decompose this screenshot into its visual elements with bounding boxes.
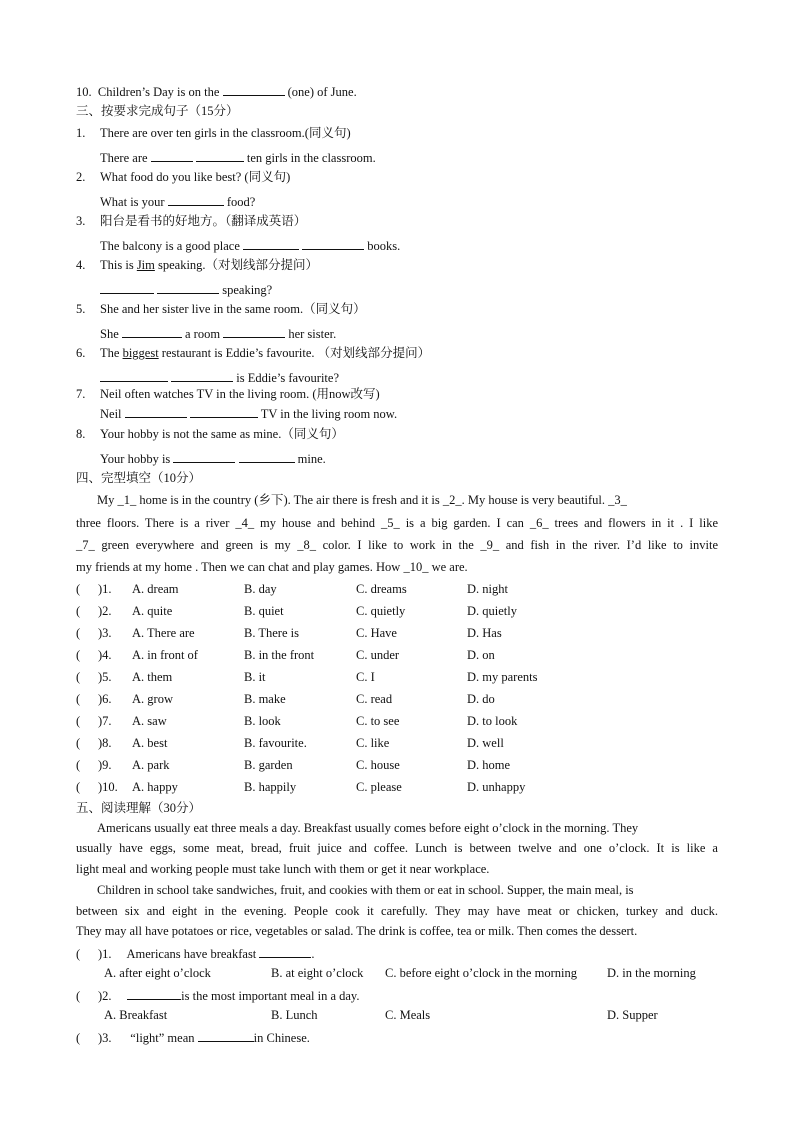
- option-d[interactable]: D. home: [467, 758, 511, 772]
- answer-paren[interactable]: (: [76, 604, 81, 618]
- answer-blank[interactable]: [302, 238, 364, 250]
- option-d[interactable]: D. well: [467, 736, 504, 750]
- question-text: .: [311, 947, 315, 961]
- cloze-question-number: )9.: [98, 758, 112, 772]
- question-number: )3.: [98, 1031, 112, 1045]
- s3-item-7-answer: [100, 406, 397, 421]
- answer-blank[interactable]: [100, 370, 168, 382]
- item-prompt: speaking.（对划线部分提问）: [158, 258, 319, 272]
- answer-blank[interactable]: [243, 238, 299, 250]
- answer-blank[interactable]: [171, 370, 233, 382]
- reading-question-2: [76, 988, 360, 1003]
- cloze-question-number: )8.: [98, 736, 112, 750]
- option-b[interactable]: B. happily: [244, 780, 297, 794]
- option-d[interactable]: D. to look: [467, 714, 518, 728]
- answer-text: is Eddie’s favourite?: [236, 371, 339, 385]
- answer-paren[interactable]: (: [76, 989, 81, 1003]
- option-a[interactable]: A. in front of: [132, 648, 198, 662]
- option-a[interactable]: A. park: [132, 758, 170, 772]
- option-b[interactable]: B. at eight o’clock: [271, 966, 364, 980]
- option-c[interactable]: C. Have: [356, 626, 397, 640]
- item-number: 4.: [76, 258, 86, 272]
- item-number: 1.: [76, 126, 86, 140]
- answer-blank[interactable]: [168, 194, 224, 206]
- option-b[interactable]: B. quiet: [244, 604, 284, 618]
- cloze-question-number: )1.: [98, 582, 112, 596]
- question-text: Children’s Day is on the: [97, 85, 220, 99]
- answer-text: food?: [226, 195, 256, 209]
- answer-text: She: [100, 327, 119, 341]
- answer-text: a room: [185, 327, 221, 341]
- option-c[interactable]: C. please: [356, 780, 402, 794]
- answer-blank[interactable]: [223, 326, 285, 338]
- option-a[interactable]: A. saw: [132, 714, 167, 728]
- s3-item-3-answer: [100, 238, 400, 253]
- option-d[interactable]: D. night: [467, 582, 508, 596]
- cloze-question-number: )4.: [98, 648, 112, 662]
- answer-blank[interactable]: [151, 150, 193, 162]
- s3-item-2-answer: [100, 194, 255, 209]
- question-10: [76, 84, 357, 99]
- option-a[interactable]: A. quite: [132, 604, 173, 618]
- section-4-heading: 四、完型填空（10分）: [76, 471, 202, 485]
- item-prompt: This is: [100, 258, 134, 272]
- item-number: 5.: [76, 302, 86, 316]
- option-c[interactable]: C. dreams: [356, 582, 407, 596]
- item-prompt: Your hobby is not the same as mine.（同义句）: [100, 427, 344, 441]
- item-prompt: There are over ten girls in the classroom.(同义句): [100, 126, 351, 140]
- answer-paren[interactable]: (: [76, 736, 81, 750]
- item-number: 8.: [76, 427, 86, 441]
- item-prompt: What food do you like best? (同义句): [100, 170, 291, 184]
- option-b[interactable]: B. garden: [244, 758, 293, 772]
- option-a[interactable]: A. them: [132, 670, 173, 684]
- option-c[interactable]: C. quietly: [356, 604, 406, 618]
- option-b[interactable]: B. it: [244, 670, 266, 684]
- answer-blank[interactable]: [122, 326, 182, 338]
- answer-paren[interactable]: (: [76, 714, 81, 728]
- option-b[interactable]: B. There is: [244, 626, 299, 640]
- option-c[interactable]: C. to see: [356, 714, 400, 728]
- answer-blank[interactable]: [125, 406, 187, 418]
- answer-paren[interactable]: (: [76, 947, 81, 961]
- cloze-question-number: )10.: [98, 780, 118, 794]
- option-b[interactable]: B. day: [244, 582, 277, 596]
- answer-blank[interactable]: [196, 150, 244, 162]
- option-c[interactable]: C. under: [356, 648, 400, 662]
- reading-passage-line: light meal and working people must take lunch with them or get it near workplace.: [76, 862, 490, 876]
- answer-text: mine.: [297, 452, 326, 466]
- answer-blank[interactable]: [157, 282, 219, 294]
- s3-item-4-answer: [100, 282, 272, 297]
- option-b[interactable]: B. Lunch: [271, 1008, 318, 1022]
- answer-blank[interactable]: [190, 406, 258, 418]
- s3-item-5: [76, 303, 366, 316]
- item-number: 3.: [76, 214, 86, 228]
- reading-passage-line: They may all have potatoes or rice, vegetables or salad. The drink is coffee, tea or milk. Then comes the dessert.: [76, 924, 638, 938]
- answer-text: ten girls in the classroom.: [246, 151, 376, 165]
- option-d[interactable]: D. on: [467, 648, 495, 662]
- option-d[interactable]: D. unhappy: [467, 780, 526, 794]
- question-text: “light” mean: [130, 1031, 195, 1045]
- answer-blank[interactable]: [223, 84, 285, 96]
- question-number: )1.: [98, 947, 112, 961]
- cloze-question-number: )7.: [98, 714, 112, 728]
- option-a[interactable]: A. There are: [132, 626, 195, 640]
- underlined-word: Jim: [136, 258, 155, 272]
- s3-item-8: [76, 428, 344, 441]
- option-b[interactable]: B. in the front: [244, 648, 315, 662]
- answer-blank[interactable]: [127, 988, 181, 1000]
- s3-item-7: [76, 388, 380, 401]
- cloze-passage-line: three floors. There is a river _4_ my house and behind _5_ is a big garden. I can _6_ trees and flowers in it . I like: [76, 516, 718, 530]
- item-prompt: 阳台是看书的好地方。（翻译成英语）: [100, 214, 307, 228]
- cloze-passage-line: my friends at my home . Then we can chat and play games. How _10_ we are.: [76, 560, 468, 574]
- item-number: 2.: [76, 170, 86, 184]
- question-text: in Chinese.: [253, 1031, 310, 1045]
- answer-text: The balcony is a good place: [100, 239, 240, 253]
- underlined-word: biggest: [122, 346, 159, 360]
- reading-passage-line: Children in school take sandwiches, fruit, and cookies with them or eat in school. Supper, the main meal, is: [97, 883, 634, 897]
- reading-passage-line: between six and eight in the evening. People cook it carefully. They may have meat or chicken, turkey and duck.: [76, 904, 718, 918]
- answer-paren[interactable]: (: [76, 758, 81, 772]
- option-b[interactable]: B. favourite.: [244, 736, 307, 750]
- answer-text: TV in the living room now.: [260, 407, 398, 421]
- item-prompt: restaurant is Eddie’s favourite. （对划线部分提问）: [161, 346, 431, 360]
- cloze-question-number: )5.: [98, 670, 112, 684]
- answer-text: her sister.: [288, 327, 337, 341]
- answer-paren[interactable]: (: [76, 626, 81, 640]
- question-text: Americans have breakfast: [126, 947, 257, 961]
- cloze-question-number: )6.: [98, 692, 112, 706]
- item-prompt: She and her sister live in the same room.（同义句）: [100, 302, 366, 316]
- answer-paren[interactable]: (: [76, 648, 81, 662]
- s3-item-8-answer: [100, 451, 326, 466]
- item-number: 7.: [76, 387, 86, 401]
- question-text: is the most important meal in a day.: [181, 989, 360, 1003]
- answer-blank[interactable]: [259, 946, 311, 958]
- cloze-question-number: )3.: [98, 626, 112, 640]
- s3-item-2: [76, 171, 290, 184]
- option-d[interactable]: D. Has: [467, 626, 502, 640]
- option-d[interactable]: D. quietly: [467, 604, 517, 618]
- option-a[interactable]: A. dream: [132, 582, 179, 596]
- s3-item-1: [76, 127, 351, 140]
- option-d[interactable]: D. in the morning: [607, 966, 696, 980]
- question-number: 10.: [76, 85, 92, 99]
- s3-item-1-answer: [100, 150, 376, 165]
- s3-item-5-answer: [100, 326, 336, 341]
- answer-paren[interactable]: (: [76, 582, 81, 596]
- answer-paren[interactable]: (: [76, 1031, 81, 1045]
- answer-blank[interactable]: [198, 1030, 254, 1042]
- option-c[interactable]: C. house: [356, 758, 400, 772]
- cloze-passage-line: _7_ green everywhere and green is my _8_ color. I like to work in the _9_ and fish in the river. I’d like to invite: [76, 538, 718, 552]
- answer-paren[interactable]: (: [76, 692, 81, 706]
- question-number: )2.: [98, 989, 112, 1003]
- option-a[interactable]: A. Breakfast: [104, 1008, 168, 1022]
- option-d[interactable]: D. my parents: [467, 670, 538, 684]
- reading-passage-line: usually have eggs, some meat, bread, fruit juice and coffee. Lunch is between twelve and one o’clock. It is like a: [76, 841, 718, 855]
- s3-item-6-answer: [100, 370, 339, 385]
- s3-item-4: [76, 259, 318, 272]
- option-c[interactable]: C. before eight o’clock in the morning: [385, 966, 577, 980]
- item-number: 6.: [76, 346, 86, 360]
- answer-blank[interactable]: [100, 282, 154, 294]
- option-b[interactable]: B. look: [244, 714, 281, 728]
- option-c[interactable]: C. Meals: [385, 1008, 431, 1022]
- option-a[interactable]: A. happy: [132, 780, 178, 794]
- answer-text: What is your: [100, 195, 165, 209]
- option-a[interactable]: A. grow: [132, 692, 173, 706]
- reading-question-3: [76, 1030, 310, 1045]
- s3-item-6: [76, 347, 430, 360]
- answer-paren[interactable]: (: [76, 780, 81, 794]
- reading-passage-line: Americans usually eat three meals a day. Breakfast usually comes before eight o’clock in the morning. They: [97, 821, 639, 835]
- option-c[interactable]: C. read: [356, 692, 393, 706]
- option-a[interactable]: A. best: [132, 736, 168, 750]
- answer-blank[interactable]: [239, 451, 295, 463]
- section-5-heading: 五、阅读理解（30分）: [76, 801, 202, 815]
- option-d[interactable]: D. Supper: [607, 1008, 658, 1022]
- option-c[interactable]: C. like: [356, 736, 390, 750]
- answer-text: Your hobby is: [100, 452, 171, 466]
- question-text: (one) of June.: [287, 85, 357, 99]
- s3-item-3: [76, 215, 306, 228]
- answer-blank[interactable]: [173, 451, 235, 463]
- answer-text: books.: [367, 239, 401, 253]
- answer-text: Neil: [100, 407, 122, 421]
- answer-text: speaking?: [222, 283, 273, 297]
- item-prompt: Neil often watches TV in the living room. (用now改写): [100, 387, 380, 401]
- option-c[interactable]: C. I: [356, 670, 375, 684]
- cloze-passage-line: My _1_ home is in the country (乡下). The air there is fresh and it is _2_. My house is very beautiful. _3_: [97, 493, 627, 507]
- section-3-heading: 三、按要求完成句子（15分）: [76, 104, 239, 118]
- cloze-question-number: )2.: [98, 604, 112, 618]
- item-prompt: The: [100, 346, 120, 360]
- reading-question-1: [76, 946, 315, 961]
- answer-text: There are: [100, 151, 148, 165]
- answer-paren[interactable]: (: [76, 670, 81, 684]
- option-b[interactable]: B. make: [244, 692, 286, 706]
- option-a[interactable]: A. after eight o’clock: [104, 966, 211, 980]
- option-d[interactable]: D. do: [467, 692, 495, 706]
